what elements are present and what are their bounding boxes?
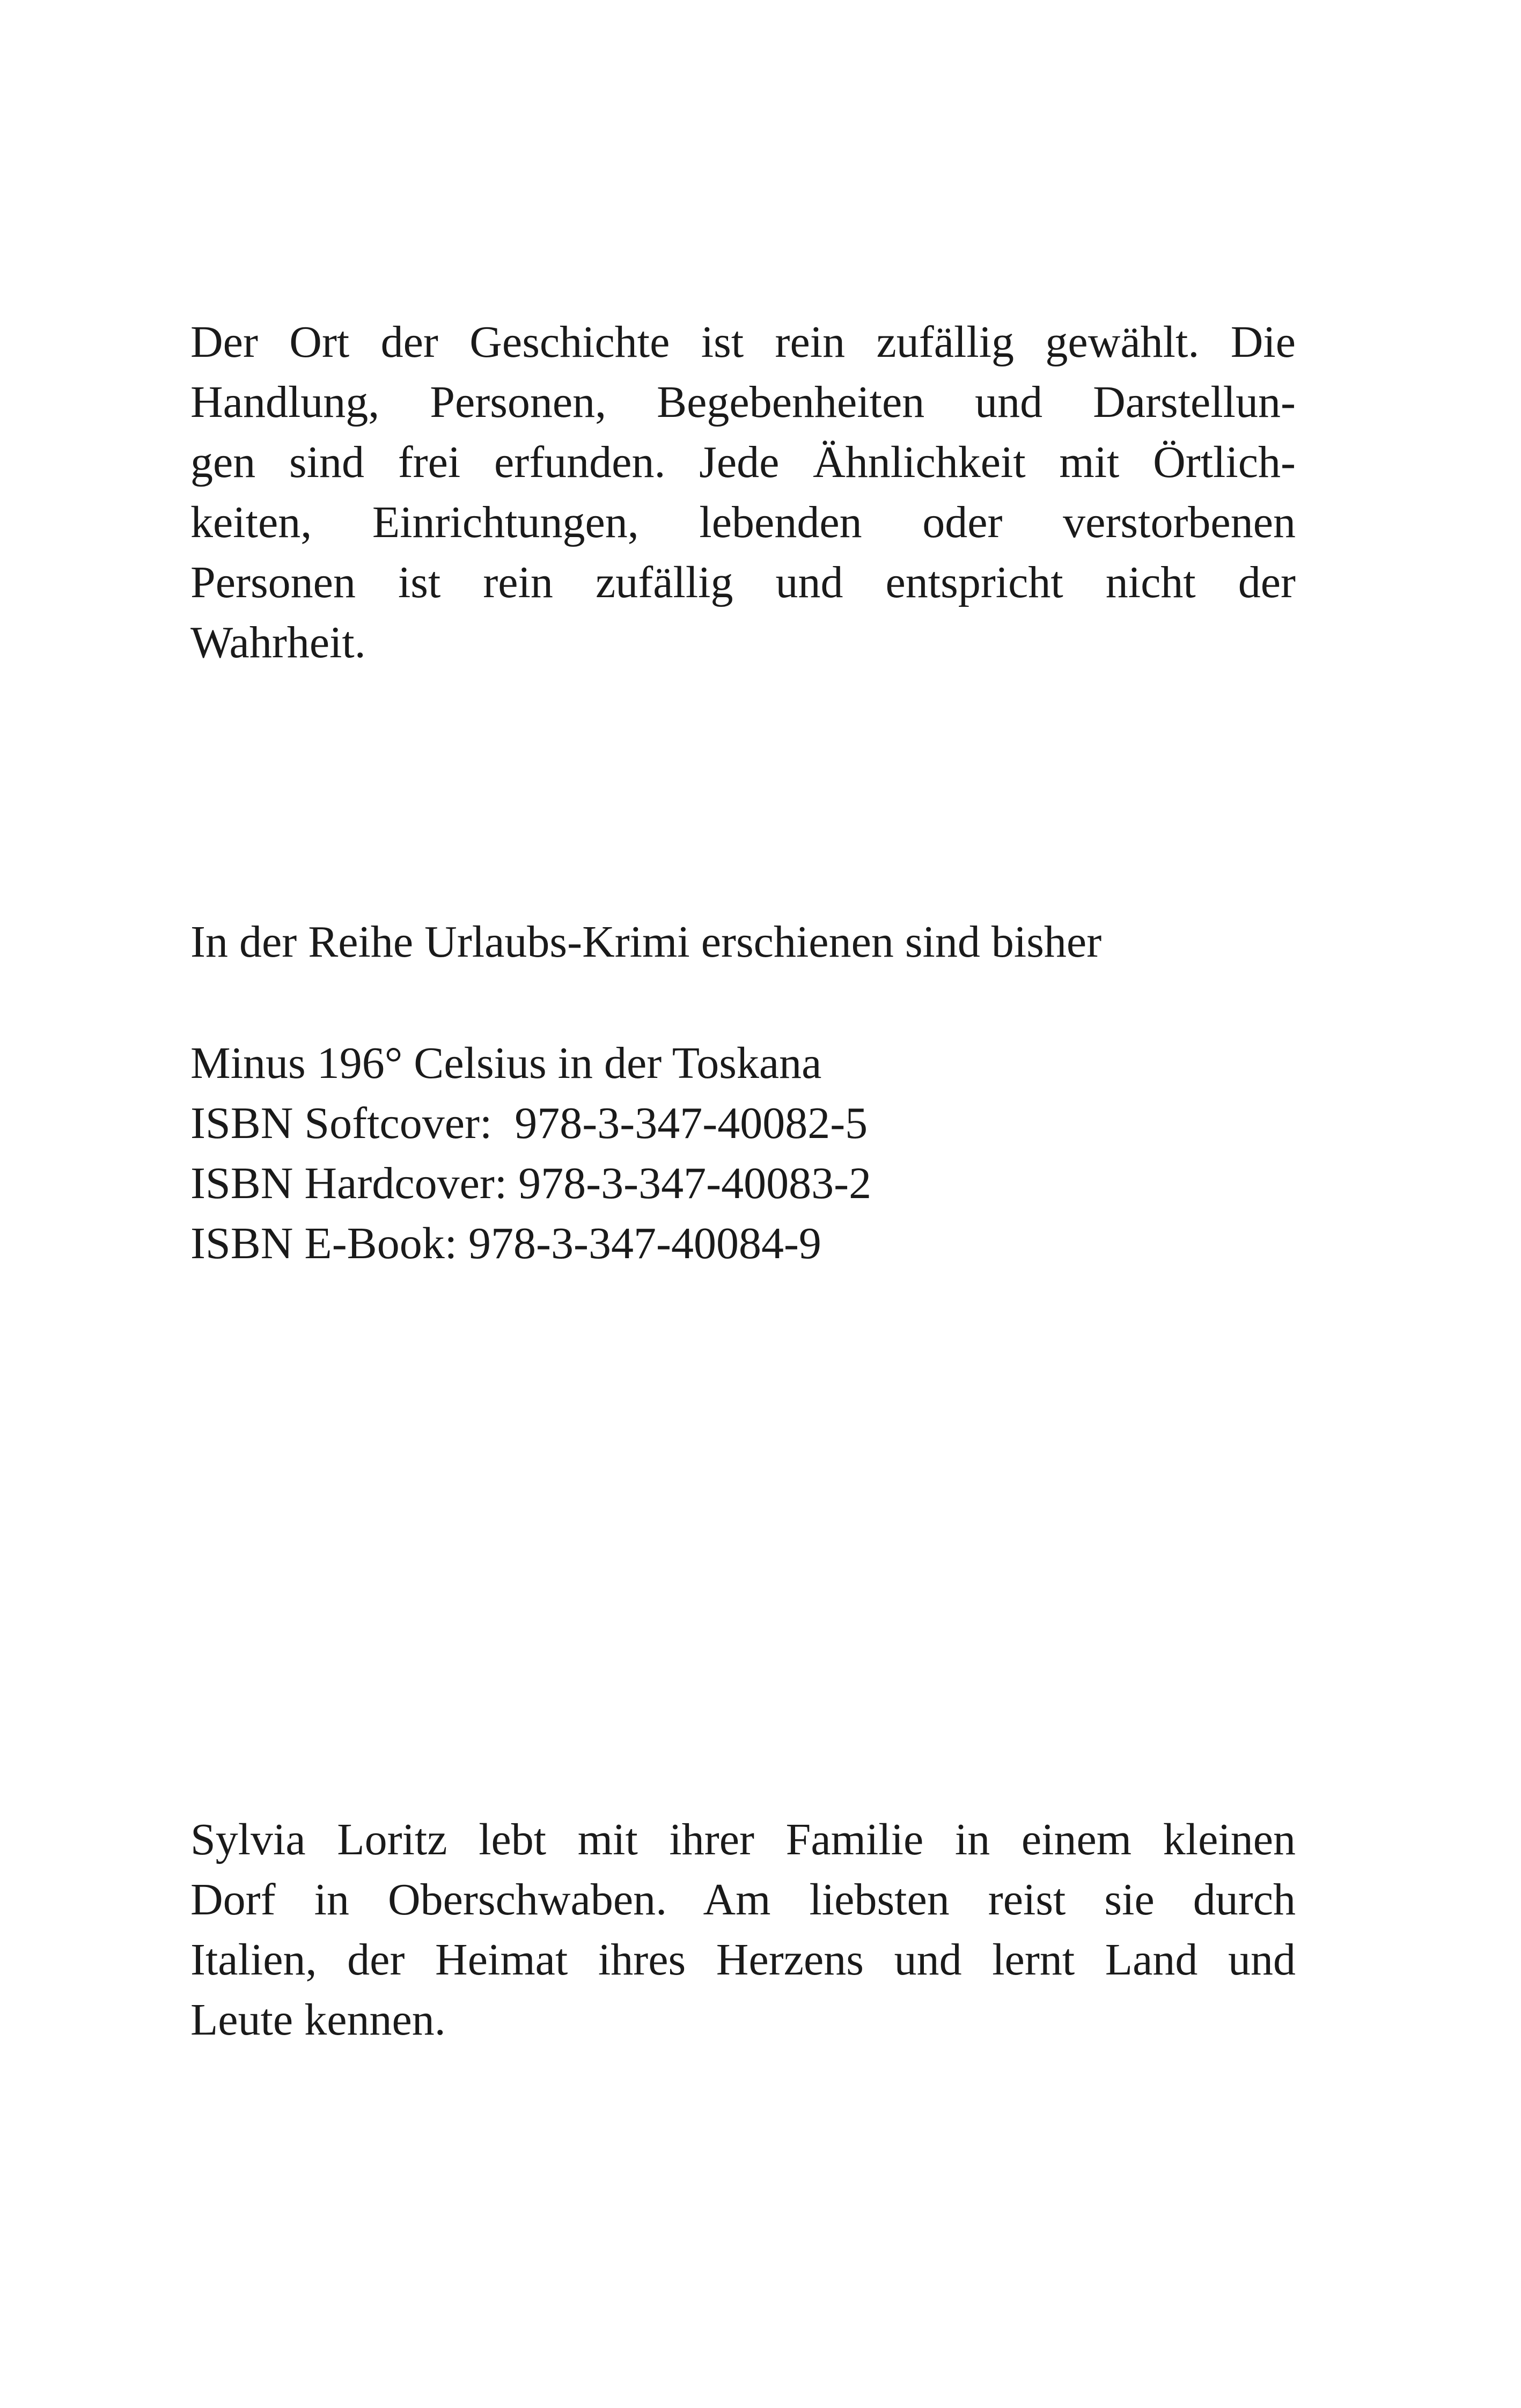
author-bio-line: Leute kennen.	[190, 1995, 446, 2045]
series-heading	[190, 912, 1296, 972]
author-bio-line: Dorf in Oberschwaben. Am liebsten reist sie durch	[190, 1875, 1296, 1925]
book-title: Minus 196° Celsius in der Toskana	[190, 1038, 822, 1088]
isbn-ebook: ISBN E-Book: 978-3-347-40084-9	[190, 1218, 821, 1268]
disclaimer-line: Der Ort der Geschichte ist rein zufällig gewählt. Die	[190, 317, 1296, 367]
isbn-softcover: ISBN Softcover: 978-3-347-40082-5	[190, 1098, 868, 1148]
disclaimer-line: gen sind frei erfunden. Jede Ähnlichkeit mit Örtlich-	[190, 437, 1296, 487]
series-heading-text: In der Reihe Urlaubs-Krimi erschienen sind bisher	[190, 917, 1102, 967]
series-book-entry	[190, 1033, 1296, 1274]
disclaimer-line: keiten, Einrichtungen, lebenden oder verstorbenen	[190, 497, 1296, 547]
author-bio-line: Italien, der Heimat ihres Herzens und lernt Land und	[190, 1935, 1296, 1985]
author-bio-paragraph	[190, 1810, 1296, 2050]
disclaimer-line: Wahrheit.	[190, 618, 366, 667]
author-bio-line: Sylvia Loritz lebt mit ihrer Familie in einem kleinen	[190, 1815, 1296, 1864]
disclaimer-line: Personen ist rein zufällig und entspricht nicht der	[190, 557, 1296, 607]
disclaimer-line: Handlung, Personen, Begebenheiten und Darstellun-	[190, 377, 1296, 427]
disclaimer-paragraph	[190, 312, 1296, 673]
isbn-hardcover: ISBN Hardcover: 978-3-347-40083-2	[190, 1158, 872, 1208]
